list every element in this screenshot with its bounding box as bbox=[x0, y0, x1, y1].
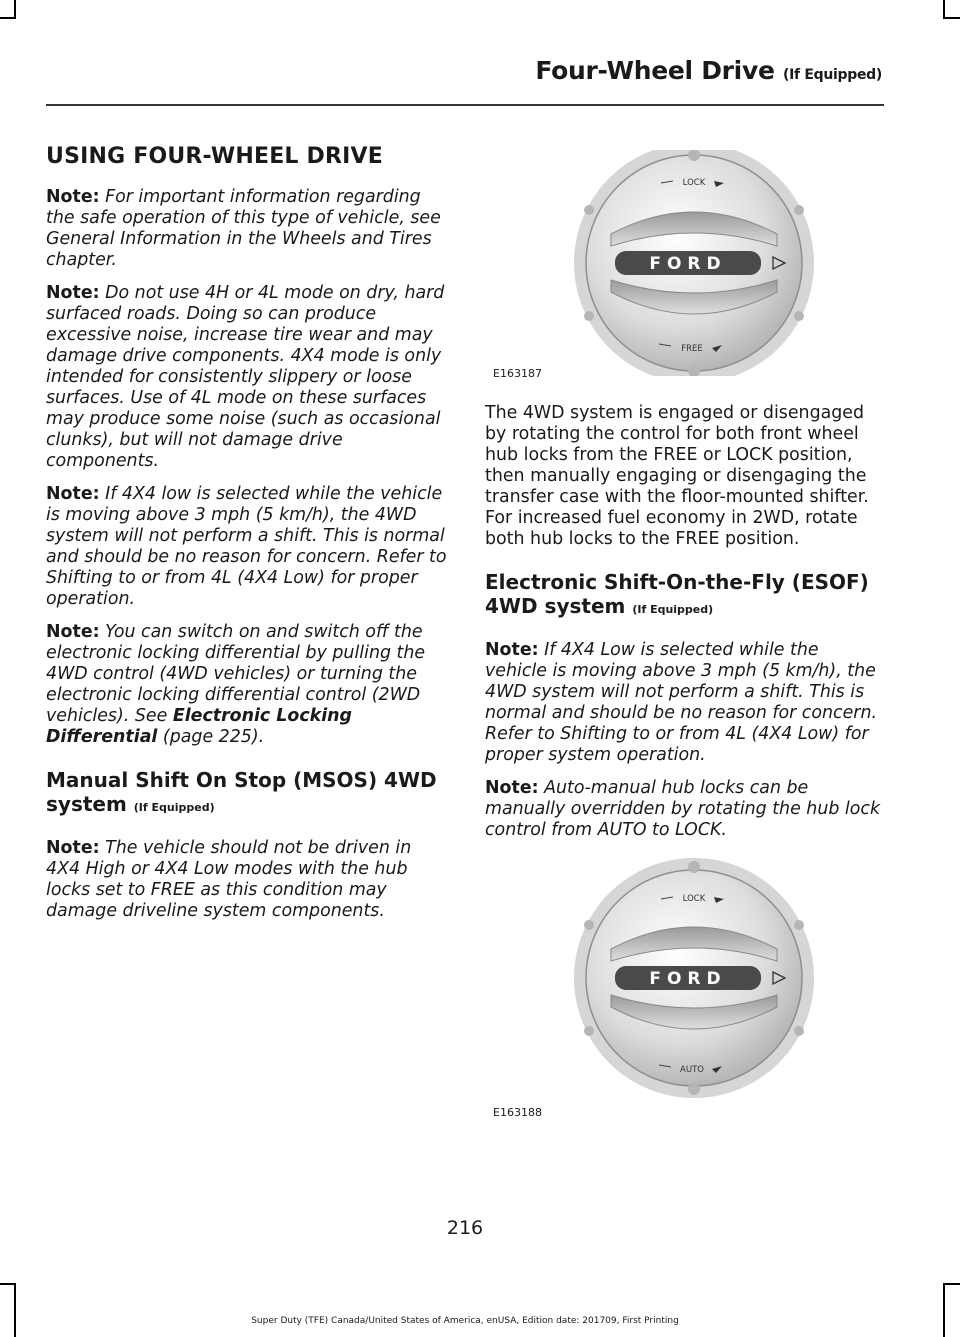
note-paragraph bbox=[46, 187, 450, 271]
crop-mark bbox=[0, 17, 16, 19]
note-label: Note: bbox=[46, 283, 100, 303]
auto-label: AUTO bbox=[680, 1065, 704, 1075]
left-column bbox=[46, 146, 450, 934]
crop-mark bbox=[943, 1283, 945, 1337]
note-text: If 4X4 low is selected while the vehicle is moving above 3 mph (5 km/h), the 4WD system will not perform a shift. This is normal and should be no reason for concern. Refer to Shifting to or from 4L (4X4 Low) for proper operation. bbox=[46, 484, 447, 609]
note-text: Auto-manual hub locks can be manually overridden by rotating the hub lock control from AUTO to LOCK. bbox=[485, 778, 881, 840]
subsection-heading bbox=[485, 570, 883, 622]
note-paragraph bbox=[46, 838, 450, 922]
free-label: FREE bbox=[681, 344, 703, 354]
note-paragraph bbox=[485, 640, 883, 766]
crop-mark bbox=[943, 0, 945, 18]
lock-label: LOCK bbox=[682, 894, 706, 904]
subsection-heading-suffix: (If Equipped) bbox=[632, 603, 714, 616]
hub-lock-figure-auto-lock bbox=[485, 855, 883, 1125]
note-label: Note: bbox=[46, 187, 100, 207]
note-label: Note: bbox=[485, 640, 539, 660]
note-label: Note: bbox=[46, 484, 100, 504]
section-heading: USING FOUR-WHEEL DRIVE bbox=[46, 144, 383, 169]
right-column bbox=[485, 150, 883, 1125]
page-number: 216 bbox=[446, 1217, 484, 1239]
note-label: Note: bbox=[46, 622, 100, 642]
subsection-heading-text: Electronic Shift-On-the-Fly (ESOF) 4WD system bbox=[485, 570, 869, 618]
note-text: You can switch on and switch off the electronic locking differential by pulling the 4WD control (4WD vehicles) or turning the electronic locking differential control (2WD vehicles). See bbox=[46, 622, 426, 726]
hub-bolt bbox=[584, 920, 594, 930]
hub-bolt bbox=[584, 1026, 594, 1036]
header-title-text: Four-Wheel Drive bbox=[535, 56, 775, 85]
note-paragraph bbox=[46, 622, 450, 748]
note-paragraph bbox=[46, 484, 450, 610]
note-label: Note: bbox=[46, 838, 100, 858]
hub-lock-illustration bbox=[549, 855, 839, 1105]
note-text: For important information regarding the safe operation of this type of vehicle, see General Information in the Wheels and Tires chapter. bbox=[46, 187, 441, 270]
hub-bolt bbox=[688, 1083, 700, 1095]
page-header-title bbox=[535, 56, 882, 85]
brand-text: FORD bbox=[649, 969, 727, 989]
subsection-heading bbox=[46, 768, 450, 820]
hub-bolt bbox=[688, 861, 700, 873]
figure-code: E163188 bbox=[493, 1106, 542, 1119]
subsection-heading-text: Manual Shift On Stop (MSOS) 4WD system bbox=[46, 768, 437, 816]
body-paragraph: The 4WD system is engaged or disengaged by rotating the control for both front wheel hub locks from the FREE or LOCK position, then manually engaging or disengaging the transfer case with the floor-mounted shifter. For increased fuel economy in 2WD, rotate both hub locks to the FREE position. bbox=[485, 403, 869, 549]
crop-mark bbox=[14, 0, 16, 18]
hub-bolt bbox=[794, 311, 804, 321]
crop-mark bbox=[943, 1283, 960, 1285]
figure-code: E163187 bbox=[493, 367, 542, 380]
subsection-heading-suffix: (If Equipped) bbox=[133, 801, 215, 814]
hub-bolt bbox=[584, 311, 594, 321]
hub-bolt bbox=[794, 920, 804, 930]
hub-lock-figure-free-lock bbox=[485, 150, 883, 386]
note-paragraph bbox=[46, 283, 450, 472]
crop-mark bbox=[943, 17, 960, 19]
note-label: Note: bbox=[485, 778, 539, 798]
hub-bolt bbox=[794, 1026, 804, 1036]
note-paragraph bbox=[485, 778, 883, 841]
hub-lock-illustration bbox=[549, 150, 839, 376]
crop-mark bbox=[0, 1283, 16, 1285]
cross-reference-link[interactable]: Electronic Locking Differential bbox=[46, 706, 352, 747]
page-footer: Super Duty (TFE) Canada/United States of America, enUSA, Edition date: 201709, First Printing bbox=[251, 1316, 679, 1326]
header-title-suffix: (If Equipped) bbox=[783, 67, 882, 83]
note-text: If 4X4 Low is selected while the vehicle is moving above 3 mph (5 km/h), the 4WD system will not perform a shift. This is normal and should be no reason for concern. Refer to Shifting to or from 4L (4X4 Low) for proper system operation. bbox=[485, 640, 877, 765]
page-reference: (page 225). bbox=[157, 727, 265, 747]
hub-bolt bbox=[794, 205, 804, 215]
header-rule bbox=[46, 104, 884, 106]
lock-label: LOCK bbox=[682, 178, 706, 188]
note-text: Do not use 4H or 4L mode on dry, hard surfaced roads. Doing so can produce excessive noise, increase tire wear and may damage drive components. 4X4 mode is only intended for consistently slippery or loose surfaces. Use of 4L mode on these surfaces may produce some noise (such as occasional clunks), but will not damage drive components. bbox=[46, 283, 445, 471]
hub-bolt bbox=[584, 205, 594, 215]
crop-mark bbox=[14, 1283, 16, 1337]
note-text: The vehicle should not be driven in 4X4 High or 4X4 Low modes with the hub locks set to FREE as this condition may damage driveline system components. bbox=[46, 838, 412, 921]
brand-text: FORD bbox=[649, 254, 727, 274]
